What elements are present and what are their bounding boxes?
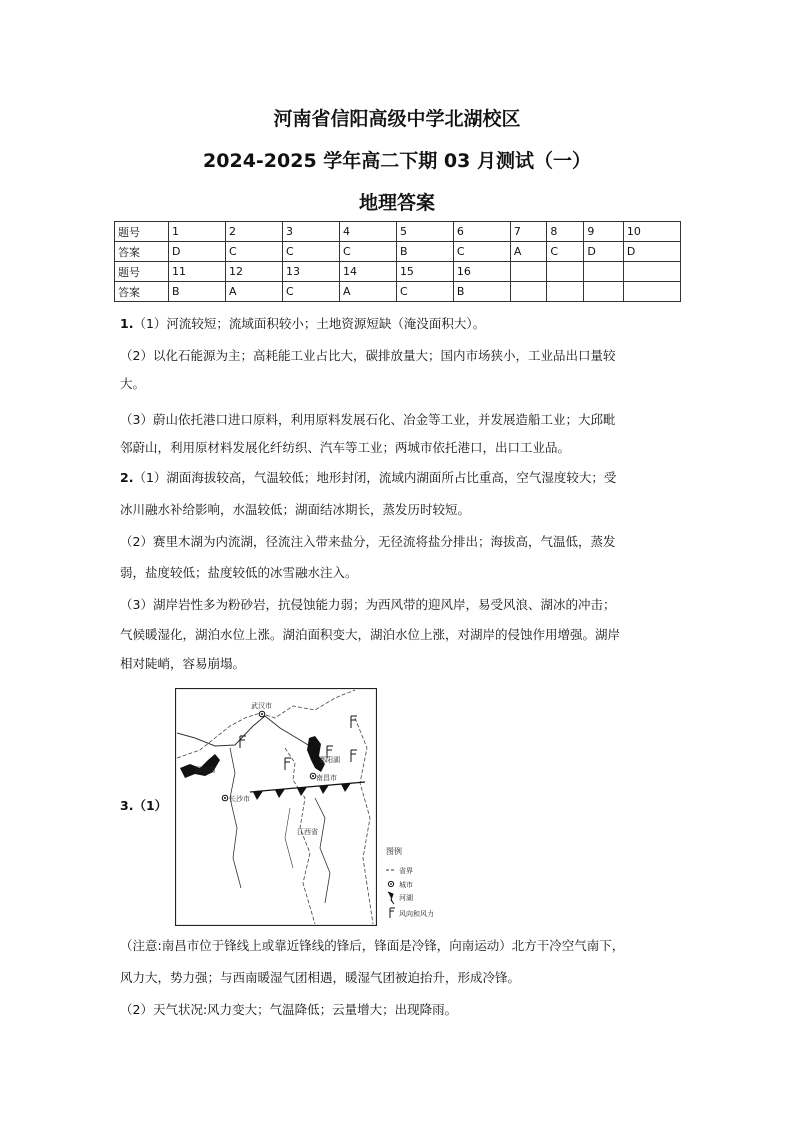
svg-text:城市: 城市 [399, 881, 413, 889]
table-cell: 8 [547, 222, 584, 242]
table-row [115, 282, 681, 302]
table-cell: 题号 [115, 222, 169, 242]
map-legend [384, 860, 464, 922]
changsha-label: 长沙市 [229, 795, 250, 803]
q1-line-2: （2）以化石能源为主；高耗能工业占比大，碳排放量大；国内市场狭小，工业品出口量较 [120, 348, 616, 363]
table-cell: 4 [339, 222, 396, 242]
table-cell: B [453, 282, 510, 302]
school-title: 河南省信阳高级中学北湖校区 [273, 108, 521, 130]
svg-text:河湖: 河湖 [399, 894, 413, 902]
lake-legend-icon [388, 892, 394, 904]
table-cell [510, 262, 547, 282]
table-row [115, 222, 681, 242]
subject-title: 地理答案 [358, 192, 435, 214]
legend-title-label: 图例 [386, 847, 402, 856]
table-cell: 13 [282, 262, 339, 282]
dongting-label: 洞庭湖 [194, 766, 215, 774]
table-cell [547, 262, 584, 282]
table-cell: A [225, 282, 282, 302]
q3-line-2: 风力大，势力强；与西南暖湿气团相遇，暖湿气团被迫抬升，形成冷锋。 [120, 970, 521, 985]
q3-line-3: （2）天气状况:风力变大；气温降低；云量增大；出现降雨。 [120, 1002, 458, 1017]
q1-line-3: 大。 [120, 376, 146, 391]
table-cell: C [339, 242, 396, 262]
table-cell: 10 [623, 222, 680, 242]
table-cell: D [584, 242, 624, 262]
table-cell: 5 [396, 222, 453, 242]
table-cell: 1 [169, 222, 226, 242]
table-cell: 14 [339, 262, 396, 282]
wind-legend-icon [390, 908, 395, 918]
table-cell: 9 [584, 222, 624, 242]
table-cell: B [396, 242, 453, 262]
q1-line-5: 邻蔚山，利用原材料发展化纤纺织、汽车等工业；两城市依托港口，出口工业品。 [120, 440, 571, 455]
table-cell: 16 [453, 262, 510, 282]
q2-line-1: 2.（1）湖面海拔较高，气温较低；地形封闭，流域内湖面所占比重高，空气湿度较大；受 [120, 470, 617, 485]
map-frame [176, 689, 377, 926]
table-cell: 12 [225, 262, 282, 282]
weather-map [175, 688, 377, 926]
poyang-label: 鄱阳湖 [319, 756, 340, 764]
table-cell [623, 262, 680, 282]
table-cell: C [282, 282, 339, 302]
q2-line-3: （2）赛里木湖为内流湖，径流注入带来盐分，无径流将盐分排出；海拔高，气温低，蒸发 [120, 534, 616, 549]
table-cell: 答案 [115, 282, 169, 302]
wuhan-label: 武汉市 [251, 702, 272, 710]
q2-number: 2. [120, 470, 134, 485]
q2-line-7: 相对陡峭，容易崩塌。 [120, 656, 246, 671]
table-cell: A [510, 242, 547, 262]
table-row [115, 242, 681, 262]
table-cell: A [339, 282, 396, 302]
nanchang-label: 南昌市 [316, 774, 337, 782]
table-cell: D [169, 242, 226, 262]
table-cell: D [623, 242, 680, 262]
table-cell: 2 [225, 222, 282, 242]
table-cell [584, 282, 624, 302]
q1-line-4: （3）蔚山依托港口进口原料，利用原料发展石化、冶金等工业，并发展造船工业；大邱毗 [120, 412, 616, 427]
table-cell: C [453, 242, 510, 262]
table-cell: C [282, 242, 339, 262]
table-row [115, 262, 681, 282]
q2-line-5: （3）湖岸岩性多为粉砂岩，抗侵蚀能力弱；为西风带的迎风岸，易受风浪、湖冰的冲击； [120, 597, 616, 612]
table-cell: 11 [169, 262, 226, 282]
table-cell: C [547, 242, 584, 262]
table-cell [623, 282, 680, 302]
table-cell: 答案 [115, 242, 169, 262]
answer-table [114, 221, 681, 302]
table-cell [547, 282, 584, 302]
svg-text:风向和风力: 风向和风力 [399, 910, 434, 918]
table-cell: C [396, 282, 453, 302]
q1-number: 1. [120, 316, 134, 331]
table-cell: 7 [510, 222, 547, 242]
table-cell: B [169, 282, 226, 302]
table-cell [584, 262, 624, 282]
q2-line-4: 弱，盐度较低；盐度较低的冰雪融水注入。 [120, 565, 358, 580]
table-cell: 3 [282, 222, 339, 242]
table-cell: C [225, 242, 282, 262]
q3-label: 3.（1） [120, 798, 168, 813]
q2-line-6: 气候暖湿化，湖泊水位上涨。湖泊面积变大，湖泊水位上涨，对湖岸的侵蚀作用增强。湖岸 [120, 627, 621, 642]
table-cell: 6 [453, 222, 510, 242]
exam-title: 2024-2025 学年高二下期 03 月测试（一） [203, 150, 591, 172]
table-cell: 题号 [115, 262, 169, 282]
jiangxi-label: 江西省 [297, 828, 318, 836]
svg-text:省界: 省界 [399, 867, 413, 875]
table-cell: 15 [396, 262, 453, 282]
q3-line-1: （注意:南昌市位于锋线上或靠近锋线的锋后，锋面是冷锋，向南运动）北方干冷空气南下， [120, 938, 625, 953]
q2-line-2: 冰川融水补给影响，水温较低；湖面结冰期长，蒸发历时较短。 [120, 502, 471, 517]
table-cell [510, 282, 547, 302]
q1-line-1: 1.（1）河流较短；流域面积较小；土地资源短缺（淹没面积大）。 [120, 316, 486, 331]
